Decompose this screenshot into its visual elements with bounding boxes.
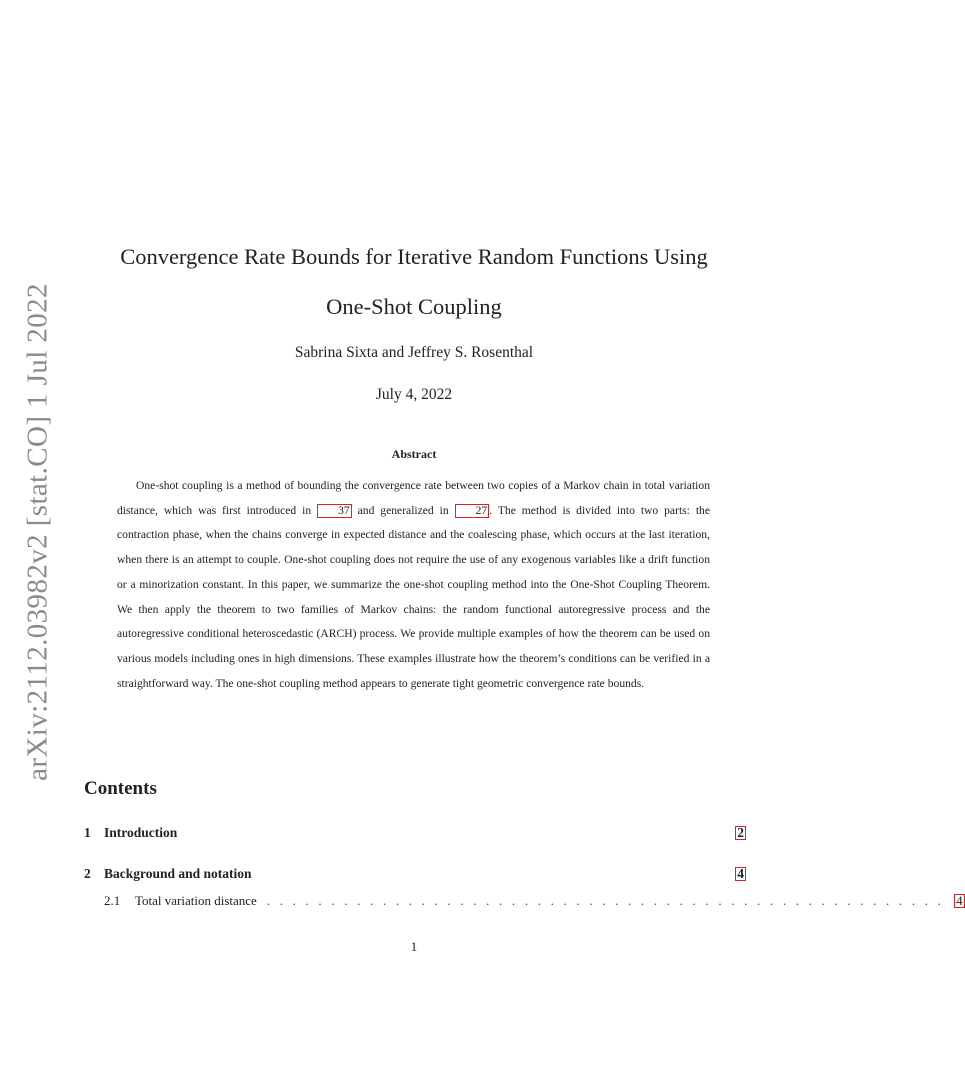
arxiv-identifier: arXiv:2112.03982v2 [stat.CO] 1 Jul 2022 [21,283,54,781]
paper-date: July 4, 2022 [375,386,453,403]
toc-entry-background-and-notation[interactable] [84,866,746,882]
abstract-heading: Abstract [391,447,437,461]
toc-page-link[interactable]: 4 [956,893,963,908]
citation-link-27[interactable]: 27 [455,504,490,518]
paper-title-line-1: Convergence Rate Bounds for Iterative Random Functions Using [120,244,708,269]
abstract-text-part-2: and generalized in [351,503,455,517]
toc-dot-leader: . . . . . . . . . . . . . . . . . . . . . . . . . . . . . . . . . . . . . . . . . . . . . . . . . . . . . [266,893,945,908]
paper-title [90,232,738,332]
toc-entry-title: Introduction [104,825,178,840]
toc-entry-number: 1 [84,825,91,840]
paper-title-line-2: One-Shot Coupling [326,294,502,319]
toc-entry-title: Background and notation [104,866,252,881]
toc-entry-number: 2 [84,866,91,881]
abstract-text-part-3: . The method is divided into two parts: the contraction phase, when the chains converge in expected distance and the coalescing phase, which occurs at the last iteration, when there is an attempt to couple. One-shot coupling does not require the use of any exogenous variables like a drift function or a minorization constant. In this paper, we summarize the one-shot coupling method into the One-Shot Coupling Theorem. We then apply the theorem to two families of Markov chains: the random functional autoregressive process and the autoregressive conditional heteroscedastic (ARCH) process. We provide multiple examples of how the theorem can be used on various models including ones in high dimensions. These examples illustrate how the theorem’s conditions can be verified in a straightforward way. The one-shot coupling method appears to generate tight geometric convergence rate bounds. [117,503,710,690]
toc-entry-introduction[interactable] [84,825,746,841]
abstract-text-part-1: One-shot coupling is a method of bounding the convergence rate between two copies of a Markov chain in total variation distance, which was first introduced in [117,479,710,517]
contents-heading: Contents [84,778,157,799]
toc-entry-title: Total variation distance [135,893,257,908]
toc-entry-total-variation-distance[interactable] [84,893,963,909]
toc-entry-number: 2.1 [104,893,121,908]
toc-page-link[interactable]: 2 [737,825,744,840]
abstract-body [117,474,710,696]
paper-authors: Sabrina Sixta and Jeffrey S. Rosenthal [294,344,534,361]
citation-link-37[interactable]: 37 [317,504,352,518]
page-number: 1 [410,939,418,954]
toc-page-link[interactable]: 4 [737,866,744,881]
